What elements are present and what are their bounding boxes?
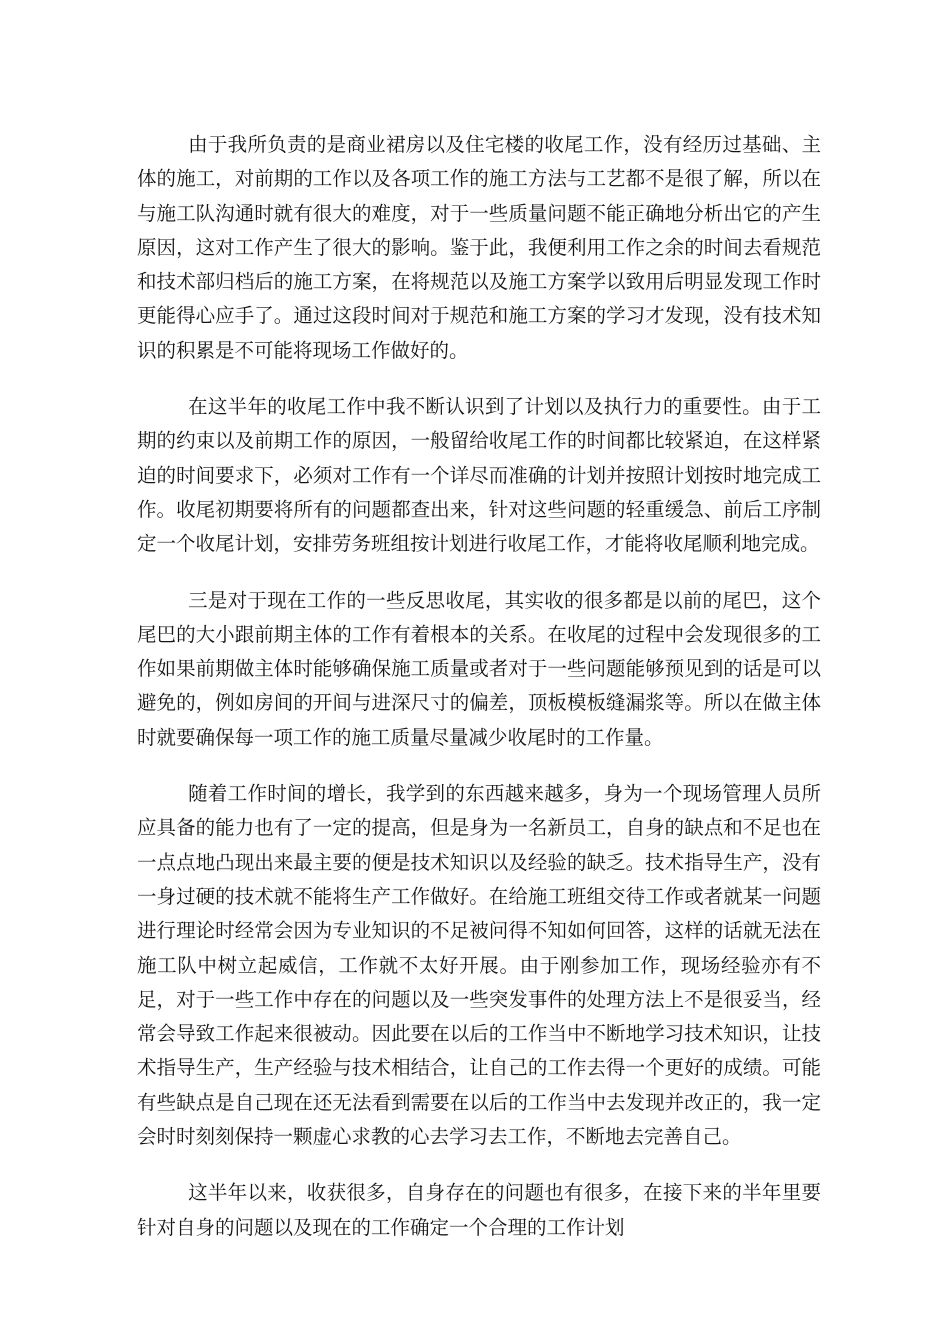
paragraph-technical-knowledge: 由于我所负责的是商业裙房以及住宅楼的收尾工作，没有经历过基础、主体的施工，对前期的工作以及各项工作的施工方法与工艺都不是很了解，所以在与施工队沟通时就有很大的难度，对于一些质量问题不能正确地分析出它的产生原因，这对工作产生了很大的影响。鉴于此，我便利用工作之余的时间去看规范和技术部归档后的施工方案，在将规范以及施工方案学以致用后明显发现工作时更能得心应手了。通过这段时间对于规范和施工方案的学习才发现，没有技术知识的积累是不可能将现场工作做好的。 [137,133,821,362]
paragraph-planning-execution: 在这半年的收尾工作中我不断认识到了计划以及执行力的重要性。由于工期的约束以及前期工作的原因，一般留给收尾工作的时间都比较紧迫，在这样紧迫的时间要求下，必须对工作有一个详尽而准确的计划并按照计划按时地完成工作。收尾初期要将所有的问题都查出来，针对这些问题的轻重缓急、前后工序制定一个收尾计划，安排劳务班组按计划进行收尾工作，才能将收尾顺利地完成。 [137,395,821,556]
paragraph-shortcomings: 随着工作时间的增长，我学到的东西越来越多，身为一个现场管理人员所应具备的能力也有了一定的提高，但是身为一名新员工，自身的缺点和不足也在一点点地凸现出来最主要的便是技术知识以及经验的缺乏。技术指导生产，没有一身过硬的技术就不能将生产工作做好。在给施工班组交待工作或者就某一问题进行理论时经常会因为专业知识的不足被问得不知如何回答，这样的话就无法在施工队中树立起威信，工作就不太好开展。由于刚参加工作，现场经验亦有不足，对于一些工作中存在的问题以及一些突发事件的处理方法上不是很妥当，经常会导致工作起来很被动。因此要在以后的工作当中不断地学习技术知识，让技术指导生产，生产经验与技术相结合，让自己的工作去得一个更好的成绩。可能有些缺点是自己现在还无法看到需要在以后的工作当中去发现并改正的，我一定会时时刻刻保持一颗虚心求教的心去学习去工作，不断地去完善自己。 [137,782,821,1149]
document-body [137,128,821,1245]
paragraph-reflection: 三是对于现在工作的一些反思收尾，其实收的很多都是以前的尾巴，这个尾巴的大小跟前期主体的工作有着根本的关系。在收尾的过程中会发现很多的工作如果前期做主体时能够确保施工质量或者对于一些问题能够预见到的话是可以避免的，例如房间的开间与进深尺寸的偏差，顶板模板缝漏浆等。所以在做主体时就要确保每一项工作的施工质量尽量减少收尾时的工作量。 [137,588,821,749]
paragraph-conclusion: 这半年以来，收获很多，自身存在的问题也有很多，在接下来的半年里要针对自身的问题以及现在的工作确定一个合理的工作计划 [137,1181,821,1239]
